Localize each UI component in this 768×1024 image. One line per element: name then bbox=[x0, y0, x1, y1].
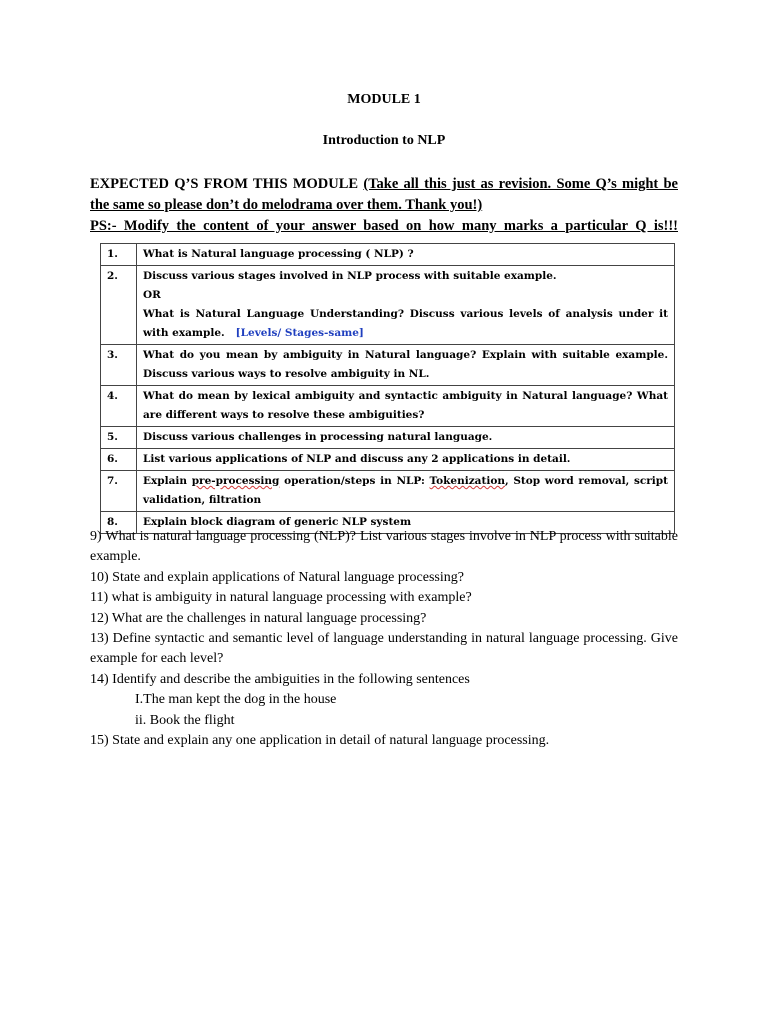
ps-note: PS:- Modify the content of your answer based on how many marks a particular Q is!!! bbox=[90, 218, 678, 234]
expected-lead: EXPECTED Q’S FROM THIS MODULE bbox=[90, 176, 364, 192]
table-row bbox=[101, 266, 675, 345]
row-line: What is Natural Language Understanding? Discuss various levels of analysis under it with example. bbox=[143, 308, 668, 339]
row-number: 2. bbox=[101, 266, 137, 345]
row-number: 5. bbox=[101, 427, 137, 449]
row-text: List various applications of NLP and discuss any 2 applications in detail. bbox=[137, 449, 675, 471]
table-row bbox=[101, 449, 675, 471]
row-part: operation/steps in NLP: bbox=[279, 475, 430, 487]
row-text: What do you mean by ambiguity in Natural language? Explain with suitable example. Discuss various ways to resolve ambiguity in NL. bbox=[137, 345, 675, 386]
row-number: 8. bbox=[101, 512, 137, 534]
table-row bbox=[101, 244, 675, 266]
table-row bbox=[101, 386, 675, 427]
list-item: 9) What is natural language processing (NLP)? List various stages involve in NLP process with suitable example. bbox=[90, 529, 678, 565]
expected-questions-heading bbox=[90, 174, 678, 216]
row-part: Explain bbox=[143, 475, 192, 487]
module-subtitle: Introduction to NLP bbox=[322, 133, 446, 148]
list-item: 15) State and explain any one application in detail of natural language processing. bbox=[90, 733, 550, 749]
expected-note: (Take all this just as revision. Some Q’s might be the same so please don’t do melodrama over them. Thank you!) bbox=[90, 176, 678, 213]
levels-tag: [Levels/ Stages-same] bbox=[235, 327, 364, 339]
row-number: 7. bbox=[101, 471, 137, 512]
row-number: 1. bbox=[101, 244, 137, 266]
spellcheck-word: Tokenization bbox=[429, 475, 505, 487]
spellcheck-word: pre-processing bbox=[191, 475, 280, 487]
question-list bbox=[90, 527, 678, 751]
row-text: Explain block diagram of generic NLP system bbox=[137, 512, 675, 534]
list-subitem: ii. Book the flight bbox=[135, 712, 235, 728]
row-part: , Stop word removal, script validation, filtration bbox=[143, 475, 668, 506]
list-subitem: I.The man kept the dog in the house bbox=[135, 692, 337, 708]
row-text: What is Natural language processing ( NLP) ? bbox=[137, 244, 675, 266]
row-line: Discuss various stages involved in NLP process with suitable example. bbox=[143, 270, 557, 282]
table-row bbox=[101, 345, 675, 386]
table-row bbox=[101, 427, 675, 449]
row-number: 6. bbox=[101, 449, 137, 471]
list-item: 12) What are the challenges in natural language processing? bbox=[90, 610, 427, 626]
row-number: 4. bbox=[101, 386, 137, 427]
row-text bbox=[137, 266, 675, 345]
list-item: 13) Define syntactic and semantic level of language understanding in natural language processing. Give example for each level? bbox=[90, 631, 678, 667]
row-text: What do mean by lexical ambiguity and syntactic ambiguity in Natural language? What are different ways to resolve these ambiguities? bbox=[137, 386, 675, 427]
module-title: MODULE 1 bbox=[347, 92, 421, 107]
list-item: 14) Identify and describe the ambiguities in the following sentences bbox=[90, 671, 470, 687]
questions-table bbox=[100, 243, 675, 534]
row-number: 3. bbox=[101, 345, 137, 386]
row-text bbox=[137, 471, 675, 512]
row-text: Discuss various challenges in processing natural language. bbox=[137, 427, 675, 449]
list-item: 10) State and explain applications of Natural language processing? bbox=[90, 569, 464, 585]
table-row bbox=[101, 471, 675, 512]
row-or: OR bbox=[143, 289, 161, 301]
list-item: 11) what is ambiguity in natural language processing with example? bbox=[90, 590, 472, 606]
